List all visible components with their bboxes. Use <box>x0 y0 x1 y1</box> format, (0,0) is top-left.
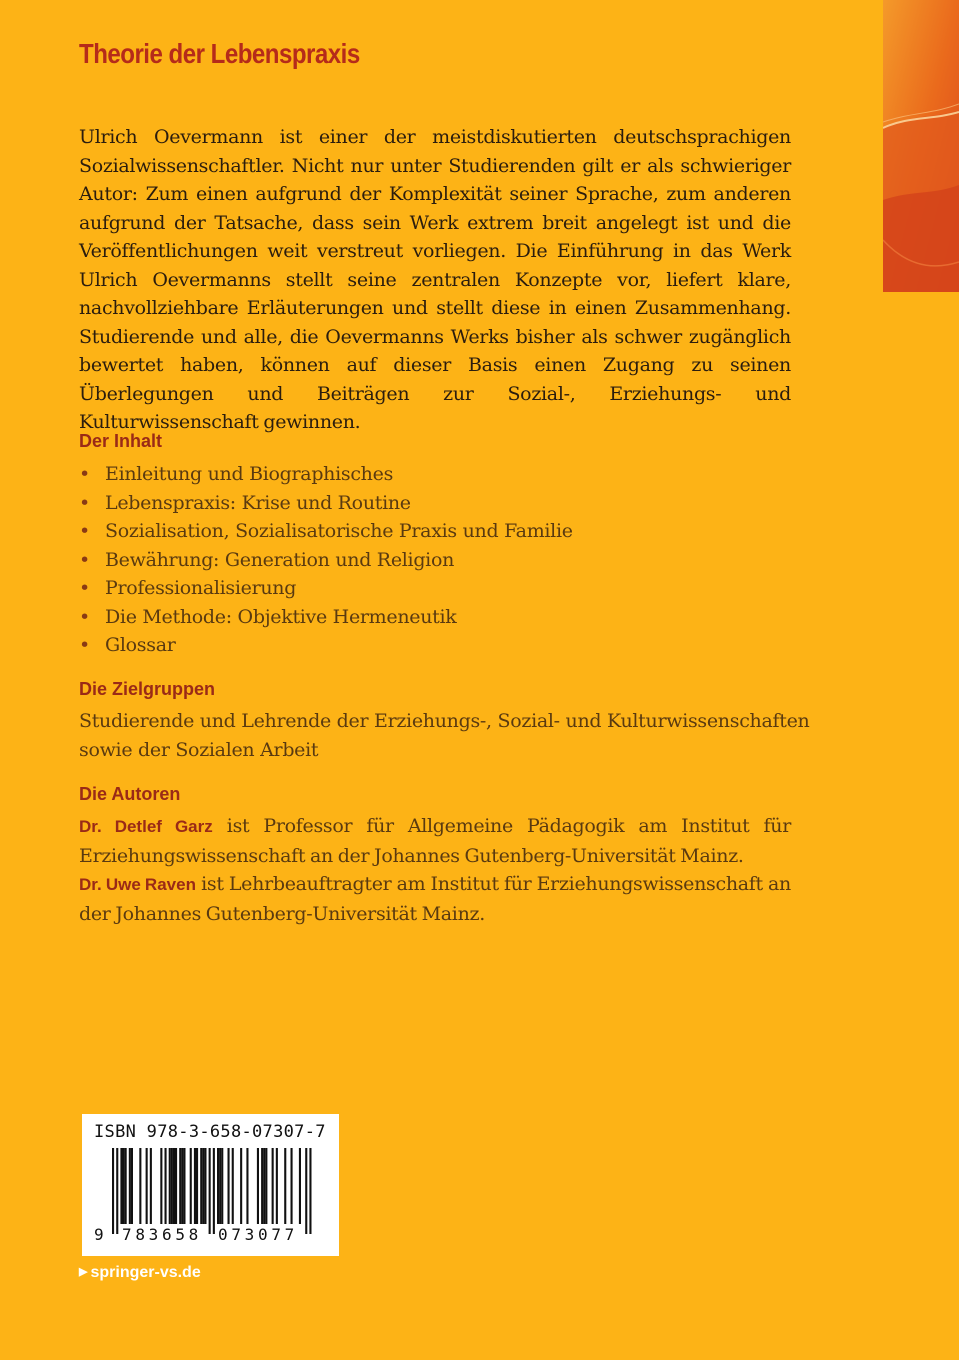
barcode-bar <box>265 1148 267 1224</box>
list-item <box>79 517 573 546</box>
barcode-bar <box>209 1148 211 1234</box>
barcode-bar <box>200 1148 202 1224</box>
barcode-bar <box>276 1148 278 1224</box>
barcode-bar <box>261 1148 263 1224</box>
list-item <box>79 574 573 603</box>
isbn-barcode <box>82 1114 339 1256</box>
barcode-digits-right: 073077 <box>218 1225 298 1244</box>
barcode-bar <box>263 1148 265 1224</box>
barcode-bar <box>272 1148 274 1224</box>
barcode-bar <box>129 1148 131 1224</box>
barcode-bar <box>116 1148 118 1234</box>
arrow-right-icon: ▶ <box>79 1266 88 1278</box>
barcode-bar <box>305 1148 307 1234</box>
list-item <box>79 603 573 632</box>
isbn-label: ISBN 978-3-658-07307-7 <box>94 1122 326 1142</box>
target-groups-text <box>79 707 810 764</box>
corner-wave-graphic <box>883 0 959 292</box>
barcode-bar <box>194 1148 196 1224</box>
barcode-bar <box>196 1148 198 1224</box>
barcode-bar <box>219 1148 221 1224</box>
list-item <box>79 631 573 660</box>
barcode-bar <box>125 1148 127 1224</box>
barcode-bar <box>284 1148 286 1224</box>
barcode-bar <box>309 1148 311 1234</box>
barcode-digit-first: 9 <box>94 1225 104 1244</box>
barcode-bar <box>291 1148 293 1224</box>
author-entry <box>79 812 791 870</box>
barcode-bar <box>232 1148 234 1224</box>
barcode-bar <box>221 1148 223 1224</box>
list-item-text: Einleitung und Biographisches <box>105 463 394 485</box>
barcode-bar <box>228 1148 230 1224</box>
barcode-bar <box>257 1148 259 1224</box>
barcode-bar <box>181 1148 183 1224</box>
author-name: Dr. Uwe Raven <box>79 875 196 894</box>
barcode-bar <box>179 1148 181 1224</box>
barcode-bar <box>213 1148 215 1234</box>
barcode-bar <box>171 1148 173 1224</box>
barcode-bar <box>217 1148 219 1224</box>
barcode-bar <box>165 1148 167 1224</box>
list-item-text: Glossar <box>105 634 176 656</box>
section-heading-inhalt: Der Inhalt <box>79 431 163 451</box>
intro-paragraph: Ulrich Oevermann ist einer der meistdiskutierten deutschsprachigen Sozialwissenschaftler. Nicht nur unter Studierenden gilt er als schwieriger Autor: Zum einen aufgrund der Komplexität seiner Sprache, zum anderen aufgrund der Tatsache, dass sein Werk extrem breit angelegt ist und die Veröffentlichungen weit verstreut vorliegen. Die Einführung in das Werk Ulrich Oevermanns stellt seine zentralen Konzepte vor, liefert klare, nachvollziehbare Erläuterungen und stellt diese in einen Zusammenhang. Studierende und alle, die Oevermanns Werks bisher als schwer zugänglich bewertet haben, können auf dieser Basis einen Zugang zu seinen Überlegungen und Beiträgen zur Sozial-, Erziehungs- und Kulturwissenschaft gewinnen. <box>79 126 791 433</box>
bullet-icon: • <box>79 634 90 656</box>
bullet-icon: • <box>79 520 90 542</box>
bullet-icon: • <box>79 463 90 485</box>
bullet-icon: • <box>79 577 90 599</box>
barcode-bar <box>173 1148 175 1224</box>
barcode-bar <box>150 1148 152 1224</box>
barcode-digits-left: 783658 <box>122 1225 202 1244</box>
author-description: ist Professor für Allgemeine Pädagogik am Institut für Erziehungswissenschaft an der Johannes Gutenberg-Universität Mainz. <box>79 815 791 867</box>
bullet-icon: • <box>79 605 90 628</box>
contents-list <box>79 460 573 660</box>
barcode-bar <box>146 1148 148 1224</box>
author-name: Dr. Detlef Garz <box>79 817 213 836</box>
barcode-bar <box>123 1148 125 1224</box>
barcode-bars <box>112 1148 322 1236</box>
list-item-text: Lebenspraxis: Krise und Routine <box>105 491 411 514</box>
barcode-bar <box>240 1148 242 1224</box>
target-groups-line: Studierende und Lehrende der Erziehungs-, Sozial- und Kulturwissenschaften <box>79 710 810 732</box>
author-description: ist Lehrbeauftragter am Institut für Erziehungswissenschaft an der Johannes Gutenberg-Universität Mainz. <box>79 873 791 925</box>
barcode-bar <box>120 1148 122 1224</box>
barcode-bar <box>190 1148 192 1224</box>
barcode-bar <box>204 1148 206 1224</box>
barcode-bar <box>112 1148 114 1234</box>
barcode-bar <box>175 1148 177 1224</box>
barcode-bar <box>169 1148 171 1224</box>
authors-text <box>79 812 791 928</box>
barcode-bar <box>160 1148 162 1224</box>
bullet-icon: • <box>79 548 90 571</box>
barcode-bar <box>202 1148 204 1224</box>
target-groups-line: sowie der Sozialen Arbeit <box>79 738 319 761</box>
list-item <box>79 489 573 518</box>
barcode-bar <box>299 1148 301 1224</box>
barcode-bar <box>131 1148 133 1224</box>
barcode-bar <box>246 1148 248 1224</box>
section-heading-autoren: Die Autoren <box>79 784 181 804</box>
list-item-text: Die Methode: Objektive Hermeneutik <box>105 605 457 628</box>
list-item-text: Sozialisation, Sozialisatorische Praxis und Familie <box>105 520 573 542</box>
list-item <box>79 460 573 489</box>
book-title: Theorie der Lebenspraxis <box>79 38 360 69</box>
barcode-bar <box>183 1148 185 1224</box>
list-item-text: Bewährung: Generation und Religion <box>105 548 455 571</box>
list-item-text: Professionalisierung <box>105 577 297 599</box>
list-item <box>79 546 573 575</box>
publisher-url[interactable] <box>79 1264 201 1282</box>
cover-corner-graphic <box>883 0 959 292</box>
bullet-icon: • <box>79 491 90 514</box>
section-heading-zielgruppen: Die Zielgruppen <box>79 679 216 699</box>
barcode-bar <box>139 1148 141 1224</box>
author-entry <box>79 870 791 928</box>
publisher-url-text: springer-vs.de <box>90 1264 201 1281</box>
